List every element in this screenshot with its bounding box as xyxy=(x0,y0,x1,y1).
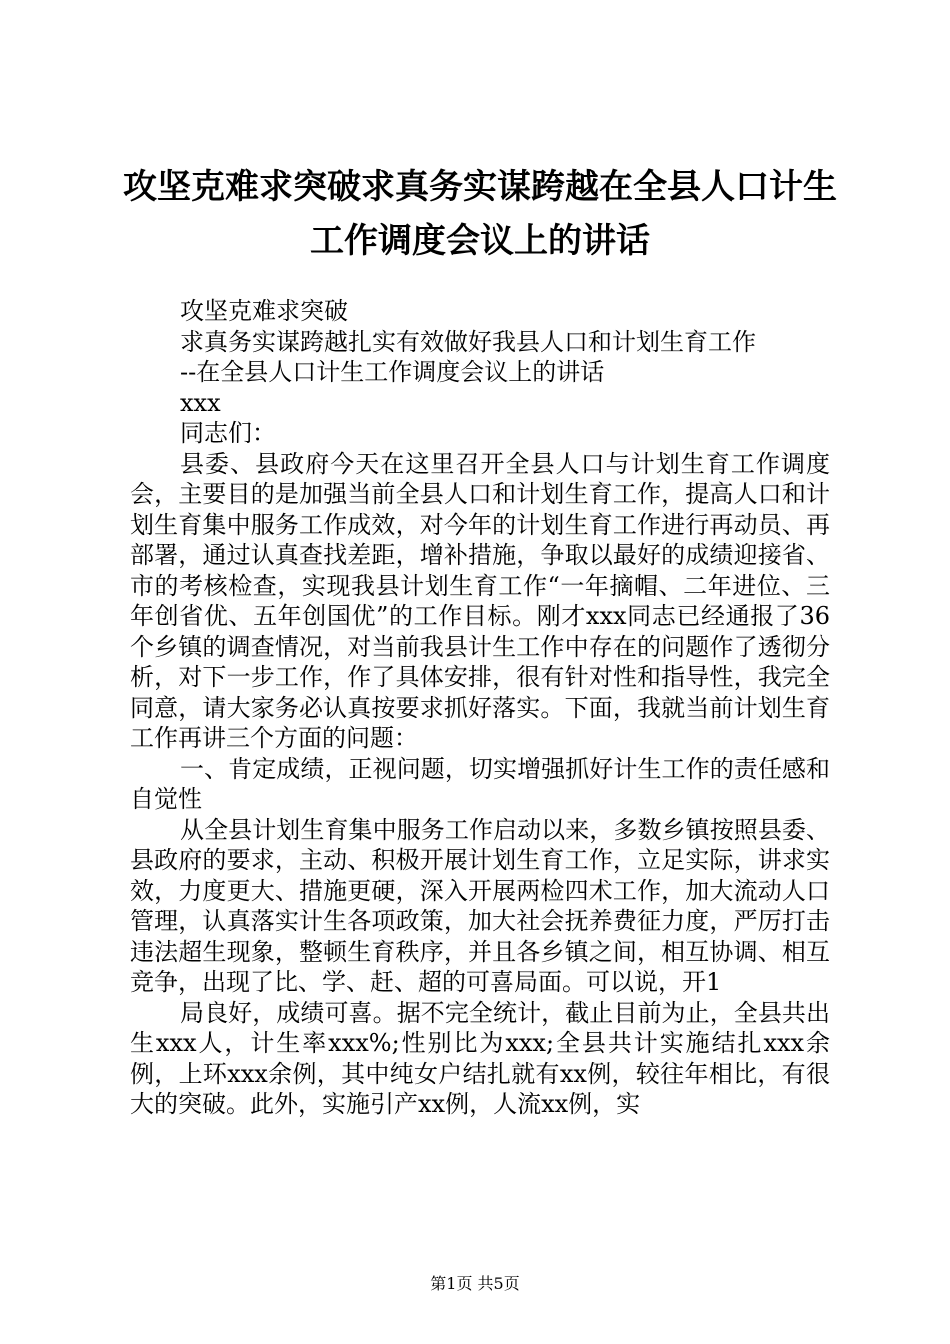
header-line: --在全县人口计生工作调度会议上的讲话 xyxy=(180,358,605,386)
paragraph: 县委、县政府今天在这里召开全县人口与计划生育工作调度会，主要目的是加强当前全县人口和计划生育工作，提高人口和计划生育集中服务工作成效，对今年的计划生育工作进行再动员、再部署，通过认真查找差距，增补措施，争取以最好的成绩迎接省、市的考核检查，实现我县计划生育工作“一年摘帽、二年进位、三年创省优、五年创国优”的工作目标。刚才xxx同志已经通报了36个乡镇的调查情况，对当前我县计生工作中存在的问题作了透彻分析，对下一步工作，作了具体安排，很有针对性和指导性，我完全同意，请大家务必认真按要求抓好落实。下面，我就当前计划生育工作再讲三个方面的问题： xyxy=(130,449,830,752)
document-title: 攻坚克难求突破求真务实谋跨越在全县人口计生工作调度会议上的讲话 xyxy=(123,167,837,261)
document-body xyxy=(130,296,830,1120)
salutation: 同志们： xyxy=(180,419,276,447)
page-footer: 第1页 共5页 xyxy=(430,1274,520,1293)
header-line: 攻坚克难求突破 xyxy=(180,297,348,325)
paragraph: 从全县计划生育集中服务工作启动以来，多数乡镇按照县委、县政府的要求，主动、积极开展计划生育工作，立足实际，讲求实效，力度更大、措施更硬，深入开展两检四术工作，加大流动人口管理，认真落实计生各项政策，加大社会抚养费征力度，严厉打击违法超生现象，整顿生育秩序，并且各乡镇之间，相互协调、相互竞争，出现了比、学、赶、超的可喜局面。可以说，开1 xyxy=(130,815,830,996)
speaker-name: xxx xyxy=(180,388,221,417)
section-heading: 一、肯定成绩，正视问题，切实增强抓好计生工作的责任感和自觉性 xyxy=(130,754,830,813)
header-line: 求真务实谋跨越扎实有效做好我县人口和计划生育工作 xyxy=(180,327,756,356)
paragraph: 局良好，成绩可喜。据不完全统计，截止目前为止，全县共出生xxx人，计生率xxx%;性别比为xxx;全县共计实施结扎xxx余例，上环xxx余例，其中纯女户结扎就有xx例，较往年相比，有很大的突破。此外，实施引产xx例，人流xx例，实 xyxy=(130,998,830,1118)
